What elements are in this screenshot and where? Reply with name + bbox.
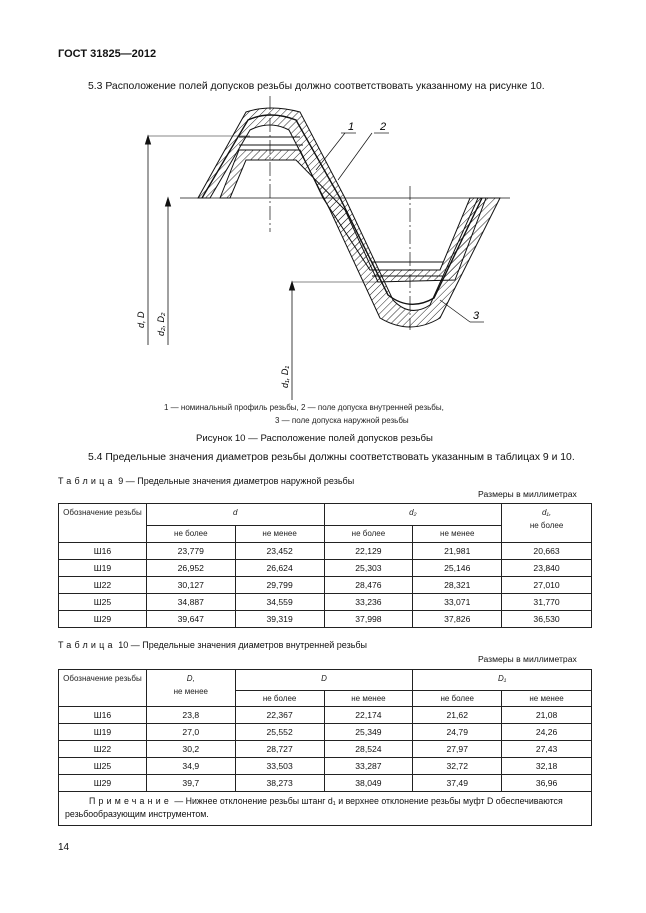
- table-cell: Ш16: [59, 543, 147, 560]
- table-cell: 22,174: [324, 707, 413, 724]
- thread-tolerance-diagram: [0, 0, 646, 420]
- table-row: [59, 577, 592, 594]
- table-row: [59, 594, 592, 611]
- table-cell: 23,8: [146, 707, 235, 724]
- figure-legend-line-1: 1 — номинальный профиль резьбы, 2 — поле допуска внутренней резьбы,: [164, 403, 444, 412]
- table-cell: 39,319: [235, 611, 324, 628]
- table9-caption: Таблица 9 — Предельные значения диаметров наружной резьбы: [58, 476, 355, 486]
- table-row: [59, 741, 592, 758]
- table-cell: 28,476: [324, 577, 413, 594]
- table-cell: 22,129: [324, 543, 413, 560]
- table-cell: 33,287: [324, 758, 413, 775]
- table-cell: 36,530: [502, 611, 592, 628]
- table-cell: 29,799: [235, 577, 324, 594]
- table-row: [59, 758, 592, 775]
- table10-header-D2: D, не менее: [146, 670, 235, 707]
- figure-title: Рисунок 10 — Расположение полей допусков резьбы: [196, 433, 433, 444]
- table-cell: Ш19: [59, 724, 147, 741]
- table9-header-d: d: [146, 504, 324, 526]
- table10-sub-min: не менее: [324, 690, 413, 706]
- table10-header-D: D: [235, 670, 413, 691]
- table-row: [59, 707, 592, 724]
- table-cell: 24,26: [502, 724, 592, 741]
- table-cell: 28,727: [235, 741, 324, 758]
- table-cell: 33,071: [413, 594, 502, 611]
- table-cell: 27,010: [502, 577, 592, 594]
- page-number: 14: [58, 842, 70, 853]
- table-cell: 25,552: [235, 724, 324, 741]
- table-cell: Ш22: [59, 741, 147, 758]
- table-row: [59, 560, 592, 577]
- table-cell: 27,97: [413, 741, 502, 758]
- table-cell: 39,647: [146, 611, 235, 628]
- table10-note: Примечание — Нижнее отклонение резьбы штанг d₁ и верхнее отклонение резьбы муфт D обеспечиваются резьбообразующим инструментом.: [59, 792, 592, 826]
- table-cell: 34,9: [146, 758, 235, 775]
- callout-1: 1: [348, 121, 355, 133]
- table-cell: 20,663: [502, 543, 592, 560]
- table-cell: 32,18: [502, 758, 592, 775]
- table-cell: 30,127: [146, 577, 235, 594]
- callout-3: 3: [473, 310, 480, 322]
- table10-header-D1: D₁: [413, 670, 592, 691]
- table-cell: 39,7: [146, 775, 235, 792]
- table-cell: Ш29: [59, 611, 147, 628]
- dim-label-d2-D2: d₂, D₂: [156, 312, 166, 336]
- table-row: [59, 775, 592, 792]
- table-cell: Ш25: [59, 758, 147, 775]
- table-cell: Ш22: [59, 577, 147, 594]
- table-cell: 27,43: [502, 741, 592, 758]
- table-cell: 23,840: [502, 560, 592, 577]
- table-cell: 28,321: [413, 577, 502, 594]
- table-cell: 33,503: [235, 758, 324, 775]
- table-cell: Ш25: [59, 594, 147, 611]
- table9-sub-max: не более: [324, 525, 413, 542]
- table-cell: 21,981: [413, 543, 502, 560]
- table-row: [59, 724, 592, 741]
- dim-label-d-D: d, D: [136, 311, 146, 328]
- table-cell: 32,72: [413, 758, 502, 775]
- table-cell: 23,452: [235, 543, 324, 560]
- table-cell: 26,952: [146, 560, 235, 577]
- table-cell: 36,96: [502, 775, 592, 792]
- table-cell: 28,524: [324, 741, 413, 758]
- table9-header-d1: d₁, не более: [502, 504, 592, 543]
- table-cell: 38,049: [324, 775, 413, 792]
- table10: [58, 669, 592, 826]
- table9-sub-max: не более: [146, 525, 235, 542]
- table9-sub-min: не менее: [413, 525, 502, 542]
- table9: [58, 503, 592, 628]
- paragraph-5-3: 5.3 Расположение полей допусков резьбы должно соответствовать указанному на рисунке 10.: [88, 81, 545, 92]
- table-cell: 34,559: [235, 594, 324, 611]
- table-cell: 37,826: [413, 611, 502, 628]
- table-cell: 34,887: [146, 594, 235, 611]
- paragraph-5-4: 5.4 Предельные значения диаметров резьбы должны соответствовать указанным в таблицах 9 и 10.: [88, 452, 575, 463]
- table-cell: 26,624: [235, 560, 324, 577]
- table-cell: 25,303: [324, 560, 413, 577]
- dim-label-d1-D1: d₁, D₁: [280, 365, 290, 388]
- table-cell: Ш19: [59, 560, 147, 577]
- table-cell: 24,79: [413, 724, 502, 741]
- table-cell: 27,0: [146, 724, 235, 741]
- table9-sub-min: не менее: [235, 525, 324, 542]
- table-cell: 31,770: [502, 594, 592, 611]
- table10-sub-max: не более: [235, 690, 324, 706]
- table-cell: 22,367: [235, 707, 324, 724]
- table-cell: Ш29: [59, 775, 147, 792]
- table-cell: 37,49: [413, 775, 502, 792]
- table9-header-designation: Обозначение резьбы: [59, 504, 147, 543]
- table-cell: 38,273: [235, 775, 324, 792]
- table10-caption: Таблица 10 — Предельные значения диаметров внутренней резьбы: [58, 640, 368, 650]
- table10-units: Размеры в миллиметрах: [478, 654, 577, 664]
- table-cell: 30,2: [146, 741, 235, 758]
- table-cell: 21,08: [502, 707, 592, 724]
- callout-2: 2: [380, 121, 387, 133]
- table10-sub-max: не более: [413, 690, 502, 706]
- table-cell: 25,146: [413, 560, 502, 577]
- table-cell: 37,998: [324, 611, 413, 628]
- table-cell: 33,236: [324, 594, 413, 611]
- table-cell: Ш16: [59, 707, 147, 724]
- table-row: [59, 611, 592, 628]
- document-header: ГОСТ 31825—2012: [58, 48, 157, 60]
- figure-legend-line-2: 3 — поле допуска наружной резьбы: [275, 416, 409, 425]
- table-row: [59, 543, 592, 560]
- table9-units: Размеры в миллиметрах: [478, 489, 577, 499]
- table10-header-designation: Обозначение резьбы: [59, 670, 147, 707]
- table10-sub-min: не менее: [502, 690, 592, 706]
- table9-header-d2: d₂: [324, 504, 502, 526]
- table-cell: 21,62: [413, 707, 502, 724]
- table-cell: 23,779: [146, 543, 235, 560]
- table-cell: 25,349: [324, 724, 413, 741]
